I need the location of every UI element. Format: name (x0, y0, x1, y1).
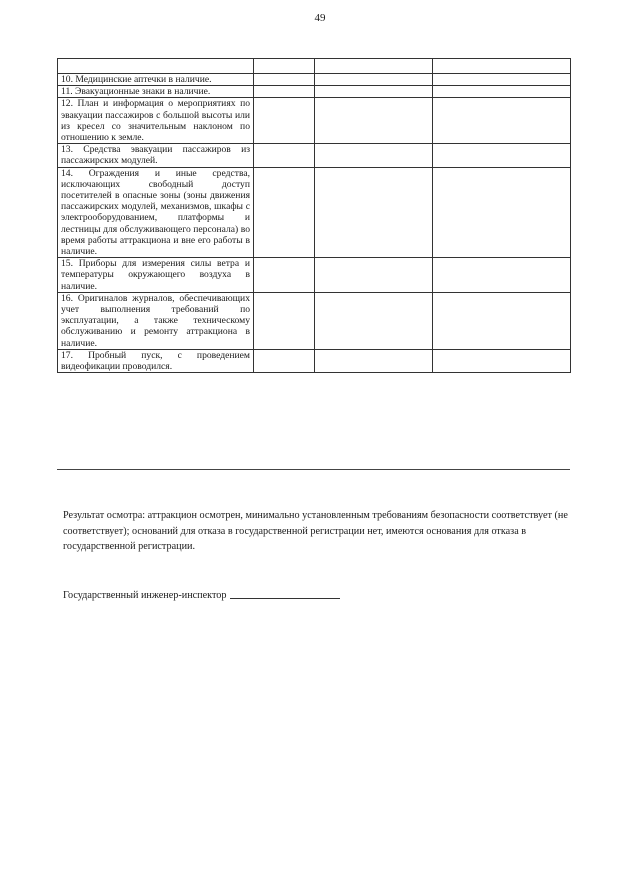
table-row (58, 59, 571, 74)
table-row (58, 258, 571, 293)
empty-cell (315, 144, 433, 167)
empty-cell (315, 59, 433, 74)
empty-cell (315, 86, 433, 98)
empty-cell (315, 74, 433, 86)
signature-label: Государственный инженер-инспектор (63, 590, 227, 601)
table-row (58, 167, 571, 258)
item-cell: 13. Средства эвакуации пассажиров из пассажирских модулей. (58, 144, 254, 167)
empty-cell (433, 74, 571, 86)
empty-cell (315, 349, 433, 372)
item-cell: 17. Пробный пуск, с проведением видеофикации проводился. (58, 349, 254, 372)
table-row (58, 144, 571, 167)
signature-line (230, 598, 340, 599)
empty-cell (433, 258, 571, 293)
item-cell: 11. Эвакуационные знаки в наличие. (58, 86, 254, 98)
empty-cell (254, 292, 315, 349)
inspection-checklist-table (57, 58, 571, 373)
item-cell (58, 59, 254, 74)
empty-cell (433, 86, 571, 98)
item-cell: 15. Приборы для измерения силы ветра и температуры окружающего воздуха в наличие. (58, 258, 254, 293)
item-cell: 10. Медицинские аптечки в наличие. (58, 74, 254, 86)
inspection-result: Результат осмотра: аттракцион осмотрен, минимально установленным требованиям безопасности соответствует (не соответствует); оснований для отказа в государственной регистрации нет, имеются основания для отказа в государственной регистрации. (63, 510, 568, 552)
empty-cell (254, 98, 315, 144)
table-row (58, 86, 571, 98)
empty-cell (254, 86, 315, 98)
empty-cell (254, 349, 315, 372)
empty-cell (315, 258, 433, 293)
empty-cell (254, 59, 315, 74)
item-cell: 14. Ограждения и иные средства, исключающих свободный доступ посетителей в опасные зоны (зоны движения пассажирских модулей, механизмов, шкафы с электрооборудованием, платформы и лестницы для обслуживающего персонала) во время работы аттракциона и вне его работы в наличие. (58, 167, 254, 258)
empty-cell (254, 258, 315, 293)
empty-cell (433, 98, 571, 144)
empty-cell (254, 167, 315, 258)
table-row (58, 74, 571, 86)
empty-cell (254, 74, 315, 86)
empty-cell (433, 144, 571, 167)
empty-cell (254, 144, 315, 167)
empty-cell (433, 292, 571, 349)
table-row (58, 349, 571, 372)
empty-cell (315, 167, 433, 258)
empty-cell (433, 349, 571, 372)
empty-cell (433, 167, 571, 258)
signature-block (63, 590, 340, 601)
item-cell: 12. План и информация о мероприятиях по эвакуации пассажиров с большой высоты или из кресел со значительным наклоном по отношению к земле. (58, 98, 254, 144)
checklist-body (58, 59, 571, 373)
empty-cell (315, 98, 433, 144)
empty-cell (433, 59, 571, 74)
page-number: 49 (314, 12, 326, 24)
empty-cell (315, 292, 433, 349)
table-row (58, 292, 571, 349)
table-row (58, 98, 571, 144)
table-bottom-rule (57, 469, 570, 470)
item-cell: 16. Оригиналов журналов, обеспечивающих учет выполнения требований по эксплуатации, а также техническому обслуживанию и ремонту аттракциона в наличие. (58, 292, 254, 349)
